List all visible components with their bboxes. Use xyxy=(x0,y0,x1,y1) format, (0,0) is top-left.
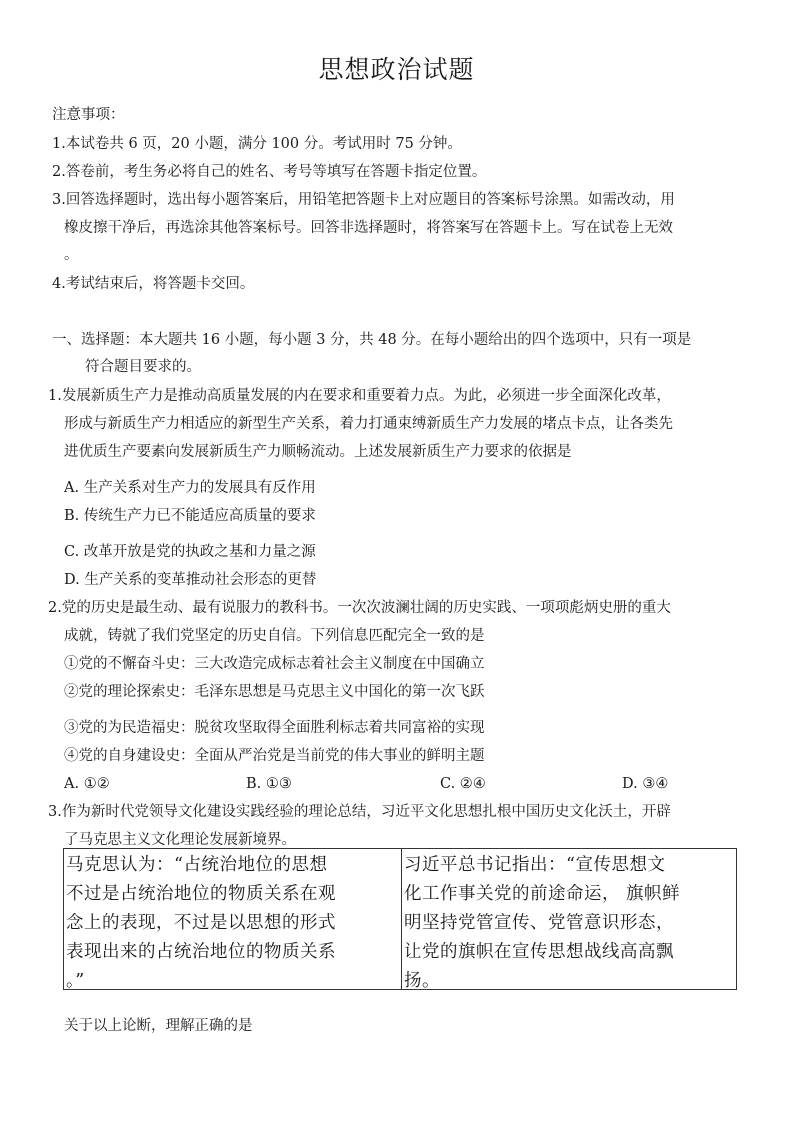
notice-heading: 注意事项： xyxy=(52,107,125,123)
section-heading-cont: 符合题目要求的。 xyxy=(85,359,201,375)
quote-line: 念上的表现，不过是以思想的形式 xyxy=(66,913,336,933)
q1-option-d: D. 生产关系的变革推动社会形态的更替 xyxy=(64,572,317,588)
notice-item-3-cont: 橡皮擦干净后，再选涂其他答案标号。回答非选择题时，将答案写在答题卡上。写在试卷上无效 xyxy=(64,220,673,236)
quote-cell-marx xyxy=(66,851,336,996)
q1-option-b: B. 传统生产力已不能适应高质量的要求 xyxy=(64,508,316,524)
notice-item-1: 1.本试卷共 6 页，20 小题，满分 100 分。考试用时 75 分钟。 xyxy=(52,136,462,152)
q2-stem-line-1: 2.党的历史是最生动、最有说服力的教科书。一次次波澜壮阔的历史实践、一项项彪炳史册的重大 xyxy=(48,600,671,616)
q1-stem-line-3: 进优质生产要素向发展新质生产力顺畅流动。上述发展新质生产力要求的依据是 xyxy=(64,444,572,460)
q1-stem-line-1: 1.发展新质生产力是推动高质量发展的内在要求和重要着力点。为此，必须进一步全面深化改革， xyxy=(48,388,671,404)
quote-line: 表现出来的占统治地位的物质关系 xyxy=(66,942,336,962)
quote-line: 马克思认为：“占统治地位的思想 xyxy=(66,855,328,875)
q2-statement-2: ②党的理论探索史：毛泽东思想是马克思主义中国化的第一次飞跃 xyxy=(64,684,485,700)
notice-item-2: 2.答卷前，考生务必将自己的姓名、考号等填写在答题卡指定位置。 xyxy=(52,164,487,180)
quote-line: 。” xyxy=(66,971,85,991)
page-title: 思想政治试题 xyxy=(318,55,475,84)
notice-item-3-end: 。 xyxy=(64,247,79,263)
table-divider xyxy=(401,849,402,989)
section-heading: 一、选择题：本大题共 16 小题，每小题 3 分，共 48 分。在每小题给出的四个选项中，只有一项是 xyxy=(52,332,692,348)
quote-line: 明坚持党管宣传、党管意识形态， xyxy=(404,913,674,933)
q2-statement-3: ③党的为民造福史：脱贫攻坚取得全面胜利标志着共同富裕的实现 xyxy=(64,720,485,736)
notice-item-4: 4.考试结束后，将答题卡交回。 xyxy=(52,276,255,292)
q2-option-c: C. ②④ xyxy=(440,776,486,792)
quote-line: 让党的旗帜在宣传思想战线高高飘 xyxy=(404,942,674,962)
q2-option-b: B. ①③ xyxy=(246,776,292,792)
quote-line: 不过是占统治地位的物质关系在观 xyxy=(66,884,336,904)
notice-item-3: 3.回答选择题时，选出每小题答案后，用铅笔把答题卡上对应题目的答案标号涂黑。如需改动，用 xyxy=(52,192,675,208)
quote-cell-xi xyxy=(404,851,680,996)
q2-stem-line-2: 成就，铸就了我们党坚定的历史自信。下列信息匹配完全一致的是 xyxy=(64,628,485,644)
q3-stem-line-2: 了马克思主义文化理论发展新境界。 xyxy=(64,832,296,848)
quote-line: 习近平总书记指出：“宣传思想文 xyxy=(404,855,666,875)
q1-option-c: C. 改革开放是党的执政之基和力量之源 xyxy=(64,544,316,560)
q3-question: 关于以上论断，理解正确的是 xyxy=(64,1018,253,1034)
q2-statement-1: ①党的不懈奋斗史：三大改造完成标志着社会主义制度在中国确立 xyxy=(64,656,485,672)
quote-line: 化工作事关党的前途命运， 旗帜鲜 xyxy=(404,884,681,904)
quote-line: 扬。 xyxy=(404,971,440,991)
quote-table xyxy=(63,848,737,990)
q2-option-d: D. ③④ xyxy=(622,776,669,792)
q2-statement-4: ④党的自身建设史：全面从严治党是当前党的伟大事业的鲜明主题 xyxy=(64,748,485,764)
q2-option-a: A. ①② xyxy=(64,776,110,792)
q1-stem-line-2: 形成与新质生产力相适应的新型生产关系，着力打通束缚新质生产力发展的堵点卡点，让各类先 xyxy=(64,416,673,432)
q3-stem-line-1: 3.作为新时代党领导文化建设实践经验的理论总结，习近平文化思想扎根中国历史文化沃土，开辟 xyxy=(48,804,671,820)
q1-option-a: A. 生产关系对生产力的发展具有反作用 xyxy=(64,480,316,496)
